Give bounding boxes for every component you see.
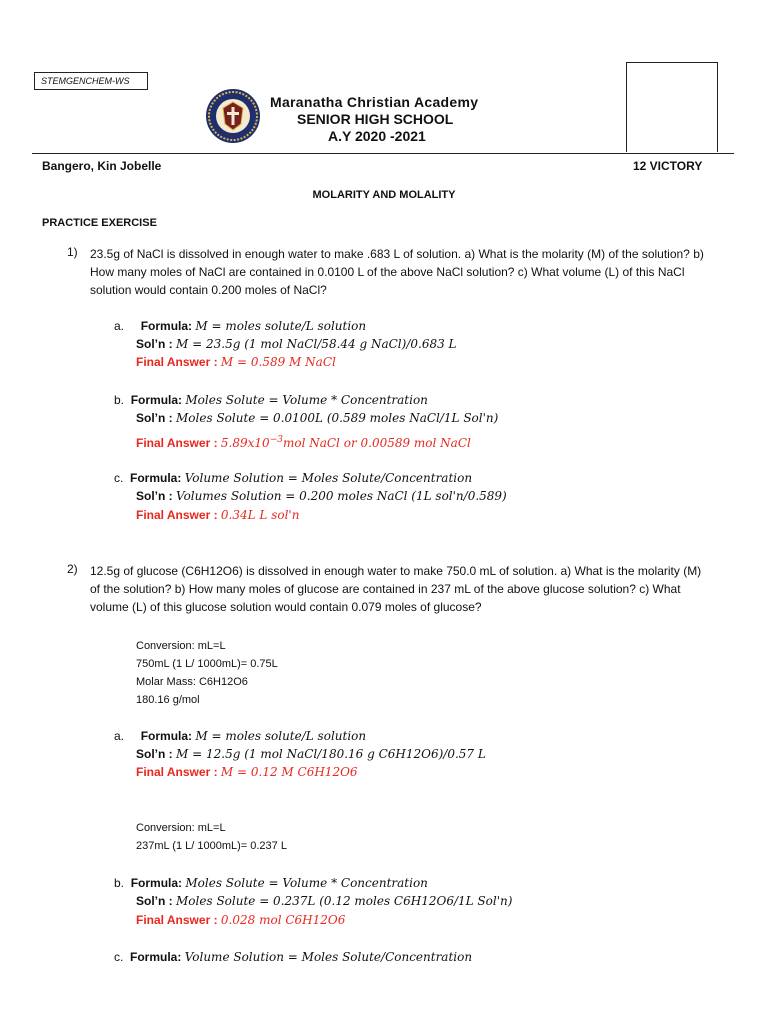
student-name: Bangero, Kin Jobelle <box>42 159 162 173</box>
q2a-letter: a. <box>114 729 125 743</box>
q1c-answer-label: Final Answer : <box>136 508 218 522</box>
q1b-answer-mantissa: 5.89x10 <box>220 436 270 450</box>
question-1-number: 1) <box>67 245 78 259</box>
q2a-answer: M = 0.12 M C6H12O6 <box>220 765 358 779</box>
q2b-solution-label: Sol’n : <box>136 894 173 908</box>
school-name: Maranatha Christian Academy <box>270 94 479 110</box>
question-1-text: 23.5g of NaCl is dissolved in enough water to make .683 L of solution. a) What is the molarity (M) of the solution? b) How many moles of NaCl are contained in 0.0100 L of the above NaCl solution? c) What volume (L) of this NaCl solution would contain 0.200 moles of NaCl? <box>90 247 704 297</box>
q1b-solution: Moles Solute = 0.0100L (0.589 moles NaCl/1L Sol'n) <box>176 411 499 425</box>
school-level: SENIOR HIGH SCHOOL <box>297 111 454 127</box>
q2a-solution-line <box>136 745 486 763</box>
q1a-solution-label: Sol’n : <box>136 337 173 351</box>
q2b-letter: b. <box>114 876 125 890</box>
q1b-letter: b. <box>114 393 125 407</box>
q1b-formula: Moles Solute = Volume * Concentration <box>185 393 428 407</box>
document-code-box <box>34 72 148 90</box>
academic-year: A.Y 2020 -2021 <box>328 128 426 144</box>
q2a-answer-label: Final Answer : <box>136 765 218 779</box>
practice-heading: PRACTICE EXERCISE <box>42 217 157 229</box>
q1a-answer-label: Final Answer : <box>136 355 218 369</box>
q1b-formula-label: Formula: <box>130 393 183 407</box>
q1a-formula: M = moles solute/L solution <box>195 319 367 333</box>
q1a-solution-line <box>136 335 457 353</box>
q1c-answer-line <box>136 506 299 524</box>
q1a-answer: M = 0.589 M NaCl <box>220 355 336 369</box>
q2c-letter: c. <box>114 950 124 964</box>
q1c-formula: Volume Solution = Moles Solute/Concentration <box>184 471 473 485</box>
q2a-formula-label: Formula: <box>140 729 193 743</box>
q2a-solution: M = 12.5g (1 mol NaCl/180.16 g C6H12O6)/0.57 L <box>176 747 486 761</box>
q2c-formula-line <box>114 948 472 966</box>
q2b-solution: Moles Solute = 0.237L (0.12 moles C6H12O6/1L Sol'n) <box>176 894 513 908</box>
q2-conversion-block-1 <box>136 637 278 709</box>
q2-conv2-line: 237mL (1 L/ 1000mL)= 0.237 L <box>136 840 287 852</box>
q1c-solution-label: Sol’n : <box>136 489 173 503</box>
q2-conv1-line: Molar Mass: C6H12O6 <box>136 676 248 688</box>
student-section: 12 VICTORY <box>633 159 703 173</box>
q1c-answer: 0.34L L sol'n <box>220 508 300 522</box>
question-2-text: 12.5g of glucose (C6H12O6) is dissolved in enough water to make 750.0 mL of solution. a) What is the molarity (M) of the solution? b) How many moles of glucose are contained in 237 mL of the above glucose solution? c) What volume (L) of this glucose solution would contain 0.079 moles of glucose? <box>90 564 702 614</box>
question-2-number: 2) <box>67 562 78 576</box>
q1b-answer-rest: mol NaCl or 0.00589 mol NaCl <box>282 436 471 450</box>
q1a-formula-label: Formula: <box>140 319 193 333</box>
q1a-letter: a. <box>114 319 125 333</box>
q2-conversion-block-2 <box>136 819 287 855</box>
q2-conv1-line: 750mL (1 L/ 1000mL)= 0.75L <box>136 658 278 670</box>
school-seal-icon <box>205 88 261 144</box>
q1b-answer-label: Final Answer : <box>136 436 218 450</box>
q1c-formula-label: Formula: <box>130 471 182 485</box>
q2c-formula-label: Formula: <box>130 950 182 964</box>
q2b-answer: 0.028 mol C6H12O6 <box>220 913 346 927</box>
q2a-solution-label: Sol’n : <box>136 747 173 761</box>
q1c-formula-line <box>114 469 472 487</box>
q2b-formula: Moles Solute = Volume * Concentration <box>185 876 428 890</box>
document-code: STEMGENCHEM-WS <box>41 76 130 86</box>
q2a-formula: M = moles solute/L solution <box>195 729 367 743</box>
header-right-box <box>626 62 718 152</box>
header-divider <box>32 153 734 154</box>
q1c-solution-line <box>136 487 507 505</box>
q2-conv1-line: 180.16 g/mol <box>136 694 200 706</box>
q2b-answer-line <box>136 911 345 929</box>
q2b-solution-line <box>136 892 512 910</box>
q1a-solution: M = 23.5g (1 mol NaCl/58.44 g NaCl)/0.683 L <box>176 337 457 351</box>
q1c-solution: Volumes Solution = 0.200 moles NaCl (1L sol'n/0.589) <box>176 489 507 503</box>
q2b-formula-label: Formula: <box>130 876 183 890</box>
worksheet-title: MOLARITY AND MOLALITY <box>312 189 456 201</box>
q2b-answer-label: Final Answer : <box>136 913 218 927</box>
q1b-answer-line <box>136 431 471 452</box>
q2c-formula: Volume Solution = Moles Solute/Concentration <box>184 950 473 964</box>
q2-conv1-line: Conversion: mL=L <box>136 640 226 652</box>
q2a-answer-line <box>136 763 358 781</box>
q2a-formula-line <box>114 727 366 745</box>
q1b-solution-label: Sol’n : <box>136 411 173 425</box>
q1a-formula-line <box>114 317 366 335</box>
q1b-answer-exponent: −3 <box>269 435 283 445</box>
q1c-letter: c. <box>114 471 124 485</box>
q2-conv2-line: Conversion: mL=L <box>136 822 226 834</box>
q1a-answer-line <box>136 353 336 371</box>
q1b-formula-line <box>114 391 428 409</box>
q1b-solution-line <box>136 409 498 427</box>
q2b-formula-line <box>114 874 428 892</box>
